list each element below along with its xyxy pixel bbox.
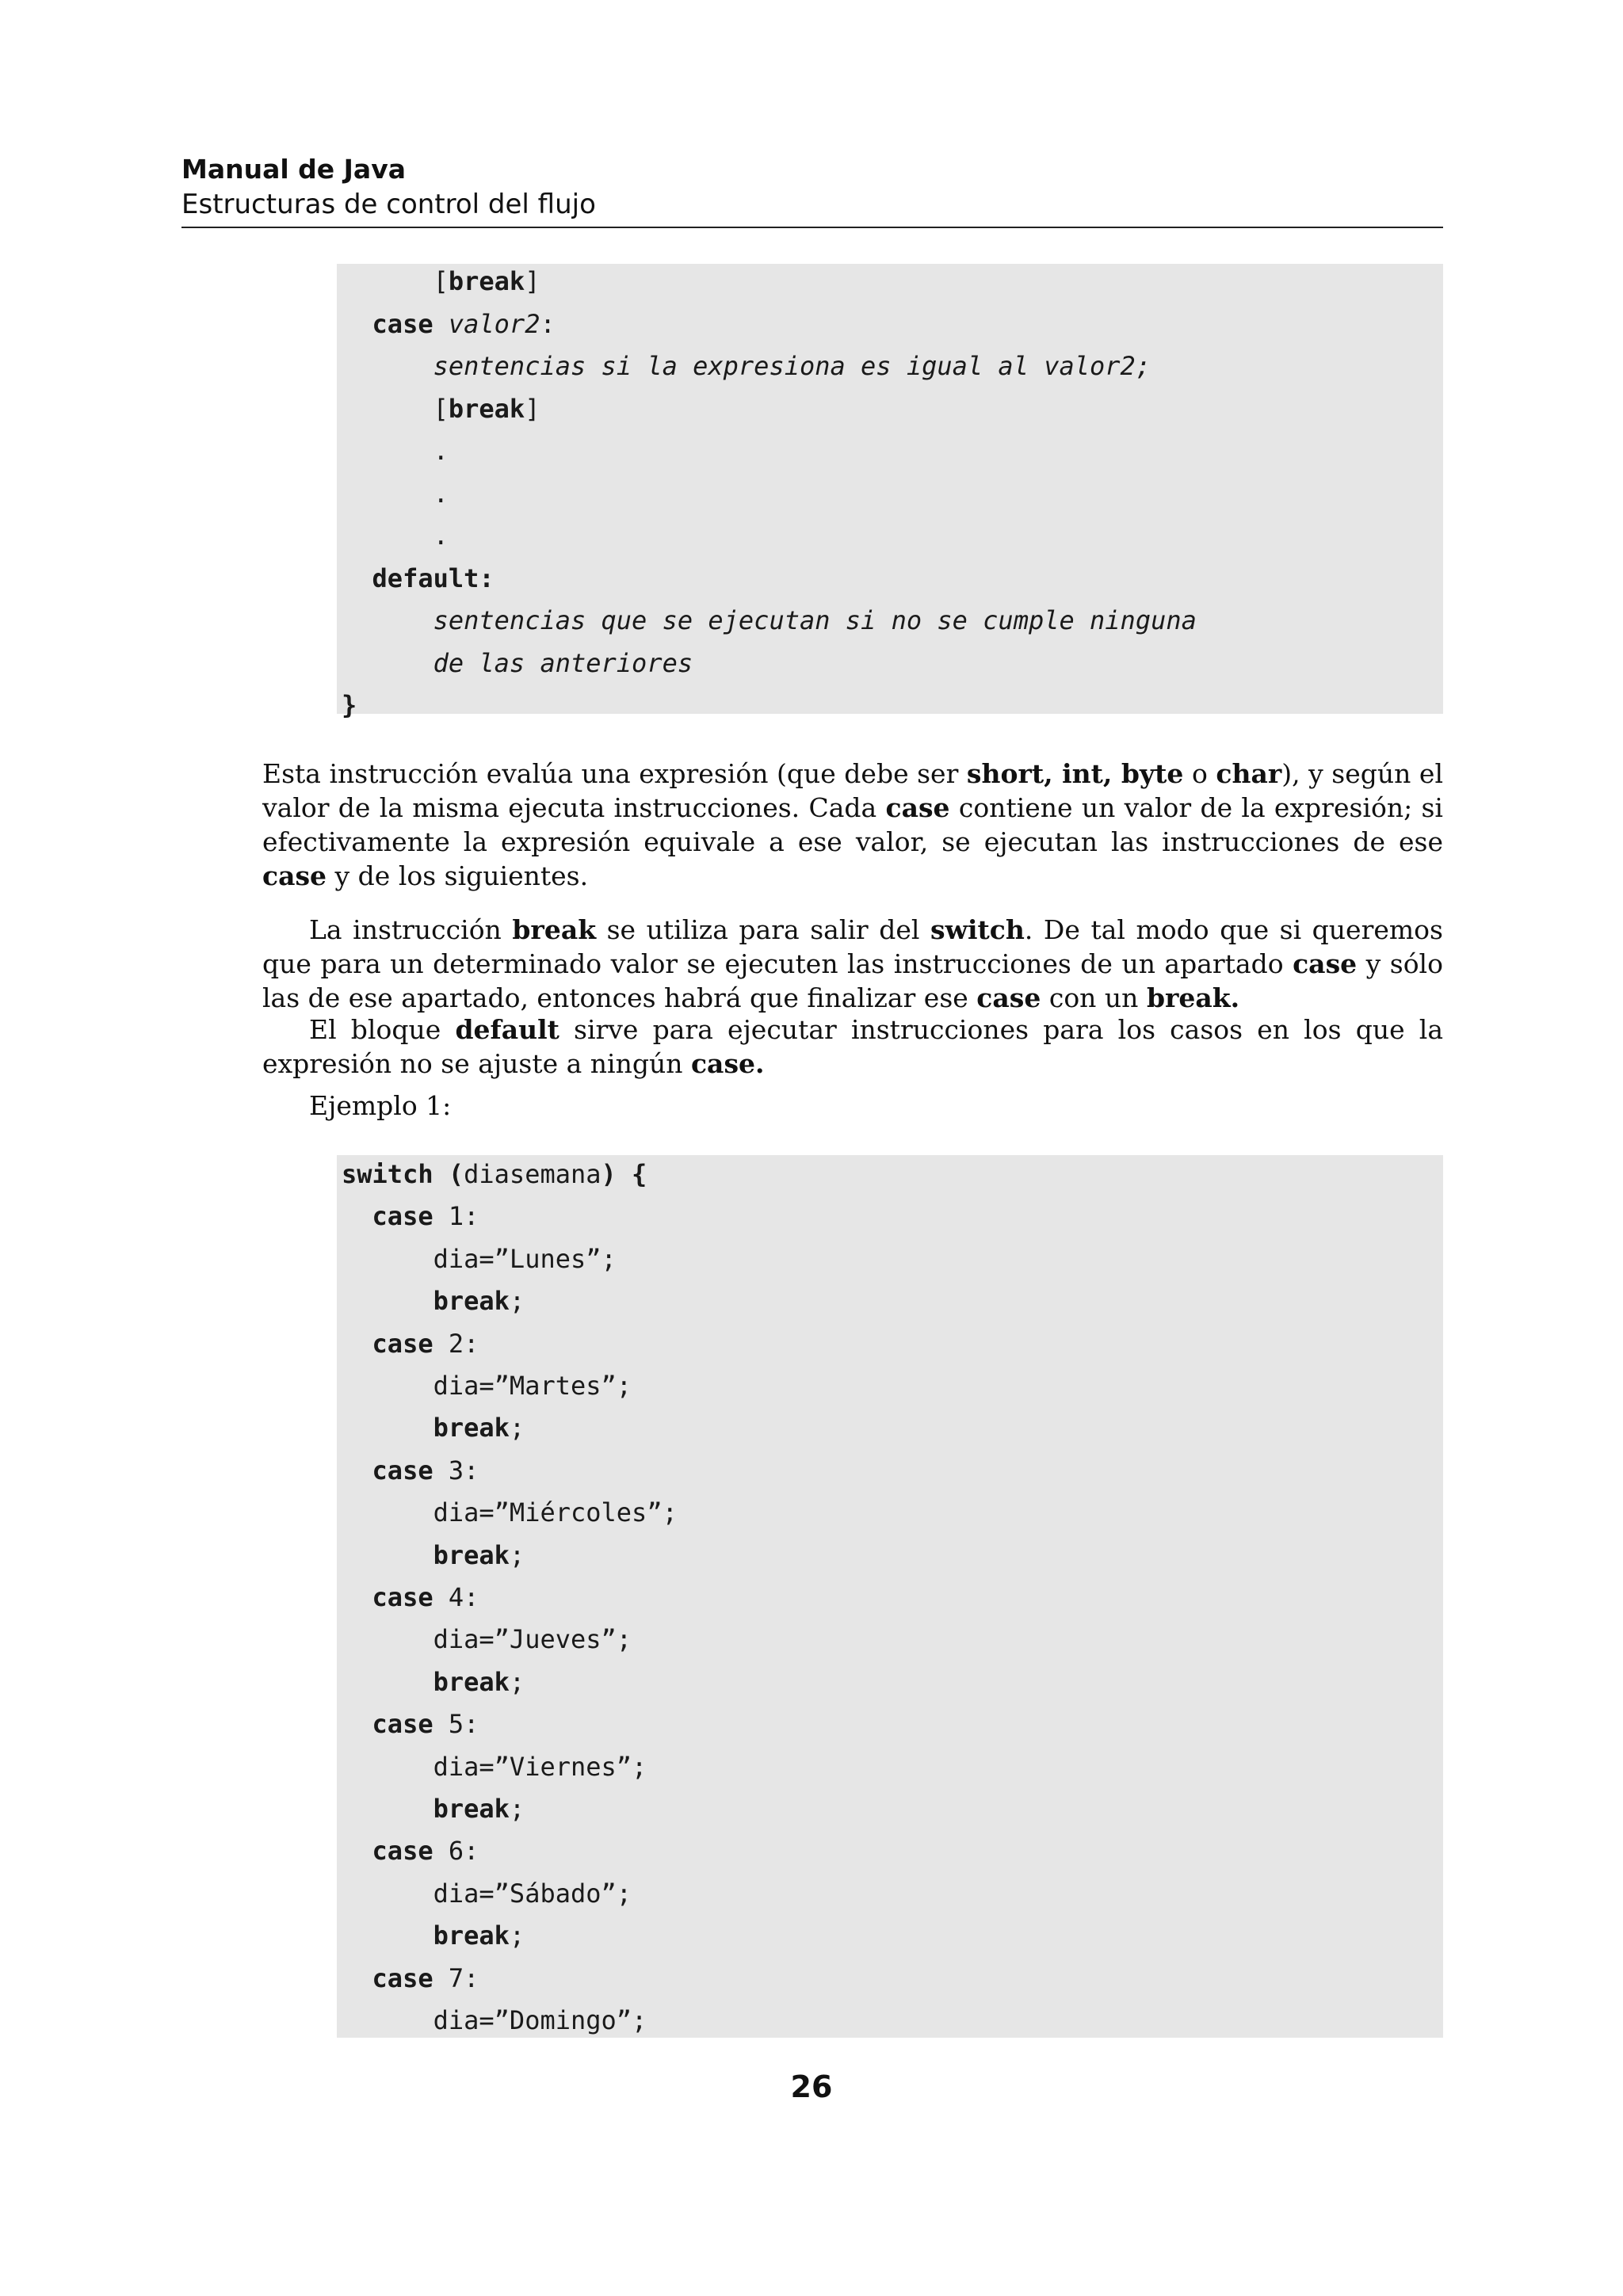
paragraph: [262, 1013, 1443, 1081]
code-line: [342, 1793, 525, 1825]
code-token: [: [433, 266, 449, 296]
emphasis-term: break: [512, 914, 597, 945]
code-line: [342, 265, 540, 297]
emphasis-term: case: [885, 792, 950, 823]
code-token: [: [433, 393, 449, 424]
code-token: 6:: [433, 1836, 479, 1867]
code-keyword: break: [448, 266, 525, 296]
code-token: .: [433, 521, 449, 551]
code-keyword: case: [372, 308, 433, 339]
code-line: [342, 1328, 479, 1360]
code-indent: [342, 351, 433, 381]
paragraph-text: Ejemplo 1:: [309, 1090, 452, 1121]
paragraph-text: . De tal modo que si queremos que para un determinado valor se ejecuten las instrucciones de un apartado: [262, 914, 1443, 979]
code-indent: [342, 1709, 372, 1739]
code-token: ;: [509, 1286, 525, 1317]
paragraph-text: y sólo las de ese apartado, entonces habrá que finalizar ese: [262, 948, 1443, 1013]
code-line: [342, 1200, 479, 1232]
emphasis-term: switch: [930, 914, 1025, 945]
code-keyword: ): [601, 1159, 617, 1189]
code-keyword: break: [448, 393, 525, 424]
code-indent: [342, 1413, 433, 1443]
code-indent: [342, 1920, 433, 1951]
code-line: [342, 2004, 647, 2036]
code-token: .: [433, 478, 449, 509]
code-line: [342, 393, 540, 425]
code-token: 3:: [433, 1455, 479, 1486]
code-indent: [342, 1286, 433, 1316]
code-indent: [342, 266, 433, 296]
code-keyword: break: [433, 1539, 510, 1570]
code-keyword: case: [372, 1455, 433, 1486]
code-indent: [342, 309, 372, 339]
code-indent: [342, 1371, 433, 1401]
code-line: [342, 308, 556, 340]
code-keyword: break: [433, 1666, 510, 1697]
code-token: 2:: [433, 1328, 479, 1359]
paragraph: [262, 913, 1443, 1015]
code-indent: [342, 2005, 433, 2035]
code-indent: [342, 1667, 433, 1697]
code-line: [342, 435, 449, 467]
code-token: dia=”Domingo”;: [433, 2005, 647, 2035]
code-line: [342, 1623, 632, 1655]
code-token: de las anteriores: [433, 647, 693, 678]
code-line: [342, 1539, 525, 1571]
code-indent: [342, 1329, 372, 1359]
paragraph-text: contiene un valor de la expresión; si efectivamente la expresión equivale a ese valor, se ejecutan las instrucciones de ese: [262, 792, 1443, 857]
paragraph-text: Esta instrucción evalúa una expresión (que debe ser: [262, 758, 967, 789]
code-indent: [342, 1201, 372, 1231]
code-keyword: default:: [372, 563, 495, 593]
code-token: dia=”Martes”;: [433, 1371, 632, 1401]
code-token: 1:: [433, 1201, 479, 1232]
code-keyword: case: [372, 1201, 433, 1232]
code-token: 5:: [433, 1709, 479, 1740]
code-indent: [342, 1963, 372, 1993]
code-token: dia=”Lunes”;: [433, 1243, 617, 1274]
code-indent: [342, 1244, 433, 1274]
emphasis-term: short, int, byte: [966, 758, 1184, 789]
code-token: 7:: [433, 1962, 479, 1993]
code-token: dia=”Sábado”;: [433, 1878, 632, 1909]
code-indent: [342, 1455, 372, 1486]
code-line: [342, 605, 1197, 636]
code-indent: [342, 563, 372, 593]
code-token: sentencias que se ejecutan si no se cumple ninguna: [433, 605, 1197, 635]
code-indent: [342, 1794, 433, 1824]
code-line: [342, 1370, 632, 1402]
code-line: [342, 689, 357, 721]
paragraph-text: se utiliza para salir del: [596, 914, 931, 945]
code-line: [342, 1497, 678, 1528]
code-token: :: [540, 308, 556, 339]
header-divider: [181, 227, 1443, 228]
code-keyword: case: [372, 1328, 433, 1359]
code-keyword: {: [632, 1159, 647, 1189]
code-keyword: case: [372, 1962, 433, 1993]
emphasis-term: case: [262, 860, 327, 891]
code-indent: [342, 1582, 372, 1612]
code-indent: [342, 479, 433, 509]
code-line: [342, 1920, 525, 1951]
code-token: dia=”Viernes”;: [433, 1751, 647, 1782]
paragraph-text: o: [1183, 758, 1216, 789]
code-keyword: break: [433, 1794, 510, 1824]
code-indent: [342, 1540, 433, 1570]
code-indent: [342, 436, 433, 466]
paragraph-text: ), y según el valor de la misma ejecuta instrucciones. Cada: [262, 758, 1443, 823]
code-indent: [342, 1497, 433, 1527]
code-block-example: [337, 1155, 1443, 2038]
code-token: ]: [525, 393, 540, 424]
code-line: [342, 647, 693, 679]
code-indent: [342, 1836, 372, 1866]
code-token: ;: [509, 1413, 525, 1444]
code-keyword: break: [433, 1413, 510, 1444]
code-keyword: break: [433, 1920, 510, 1951]
code-token: valor2: [448, 308, 540, 339]
emphasis-term: break.: [1146, 982, 1240, 1013]
document-title: Manual de Java: [181, 154, 406, 185]
code-line: [342, 563, 495, 594]
code-block-syntax: [337, 264, 1443, 720]
code-token: .: [433, 436, 449, 466]
code-line: [342, 350, 1151, 382]
paragraph-text: sirve para ejecutar instrucciones para los casos en los que la expresión no se ajuste a ningún: [262, 1014, 1444, 1079]
code-line: [342, 1158, 647, 1190]
paragraph: [262, 1089, 1443, 1123]
code-indent: [342, 1752, 433, 1782]
code-keyword: (: [448, 1159, 464, 1189]
code-token: ;: [509, 1920, 525, 1951]
code-line: [342, 520, 449, 551]
code-keyword: switch: [342, 1159, 433, 1189]
code-indent: [342, 648, 433, 678]
code-token: sentencias si la expresiona es igual al valor2;: [433, 351, 1151, 381]
code-line: [342, 1285, 525, 1317]
code-line: [342, 1878, 632, 1909]
paragraph-text: y de los siguientes.: [327, 860, 589, 891]
code-token: diasemana: [464, 1159, 601, 1189]
paragraph-text: El bloque: [309, 1014, 456, 1045]
paragraph-text: con un: [1041, 982, 1147, 1013]
code-token: ;: [509, 1666, 525, 1697]
code-token: dia=”Jueves”;: [433, 1624, 632, 1655]
code-token: ;: [509, 1539, 525, 1570]
emphasis-term: default: [455, 1014, 559, 1045]
code-token: 4:: [433, 1582, 479, 1612]
emphasis-term: char: [1216, 758, 1282, 789]
code-keyword: case: [372, 1836, 433, 1867]
emphasis-term: case.: [690, 1048, 765, 1079]
code-line: [342, 1962, 479, 1994]
page-header: [181, 152, 1443, 222]
code-token: dia=”Miércoles”;: [433, 1497, 678, 1528]
code-indent: [342, 521, 433, 551]
paragraph-text: La instrucción: [309, 914, 513, 945]
code-indent: [342, 1878, 433, 1909]
code-line: [342, 1455, 479, 1486]
chapter-title: Estructuras de control del flujo: [181, 189, 596, 220]
code-line: [342, 1243, 617, 1275]
code-keyword: break: [433, 1286, 510, 1317]
code-indent: [342, 605, 433, 635]
code-line: [342, 1835, 479, 1867]
code-indent: [342, 394, 433, 424]
emphasis-term: case: [1293, 948, 1358, 979]
code-line: [342, 1666, 525, 1698]
code-indent: [342, 1624, 433, 1654]
code-line: [342, 478, 449, 509]
code-keyword: }: [342, 690, 357, 720]
code-keyword: case: [372, 1582, 433, 1612]
code-token: [433, 309, 449, 339]
code-line: [342, 1412, 525, 1444]
code-token: [617, 1159, 632, 1189]
page-number: 26: [790, 2069, 833, 2104]
code-keyword: case: [372, 1709, 433, 1740]
code-line: [342, 1581, 479, 1613]
code-token: ;: [509, 1794, 525, 1824]
emphasis-term: case: [976, 982, 1041, 1013]
code-token: [433, 1159, 449, 1189]
paragraph: [262, 757, 1443, 893]
code-line: [342, 1751, 647, 1783]
code-token: ]: [525, 266, 540, 296]
code-line: [342, 1708, 479, 1740]
